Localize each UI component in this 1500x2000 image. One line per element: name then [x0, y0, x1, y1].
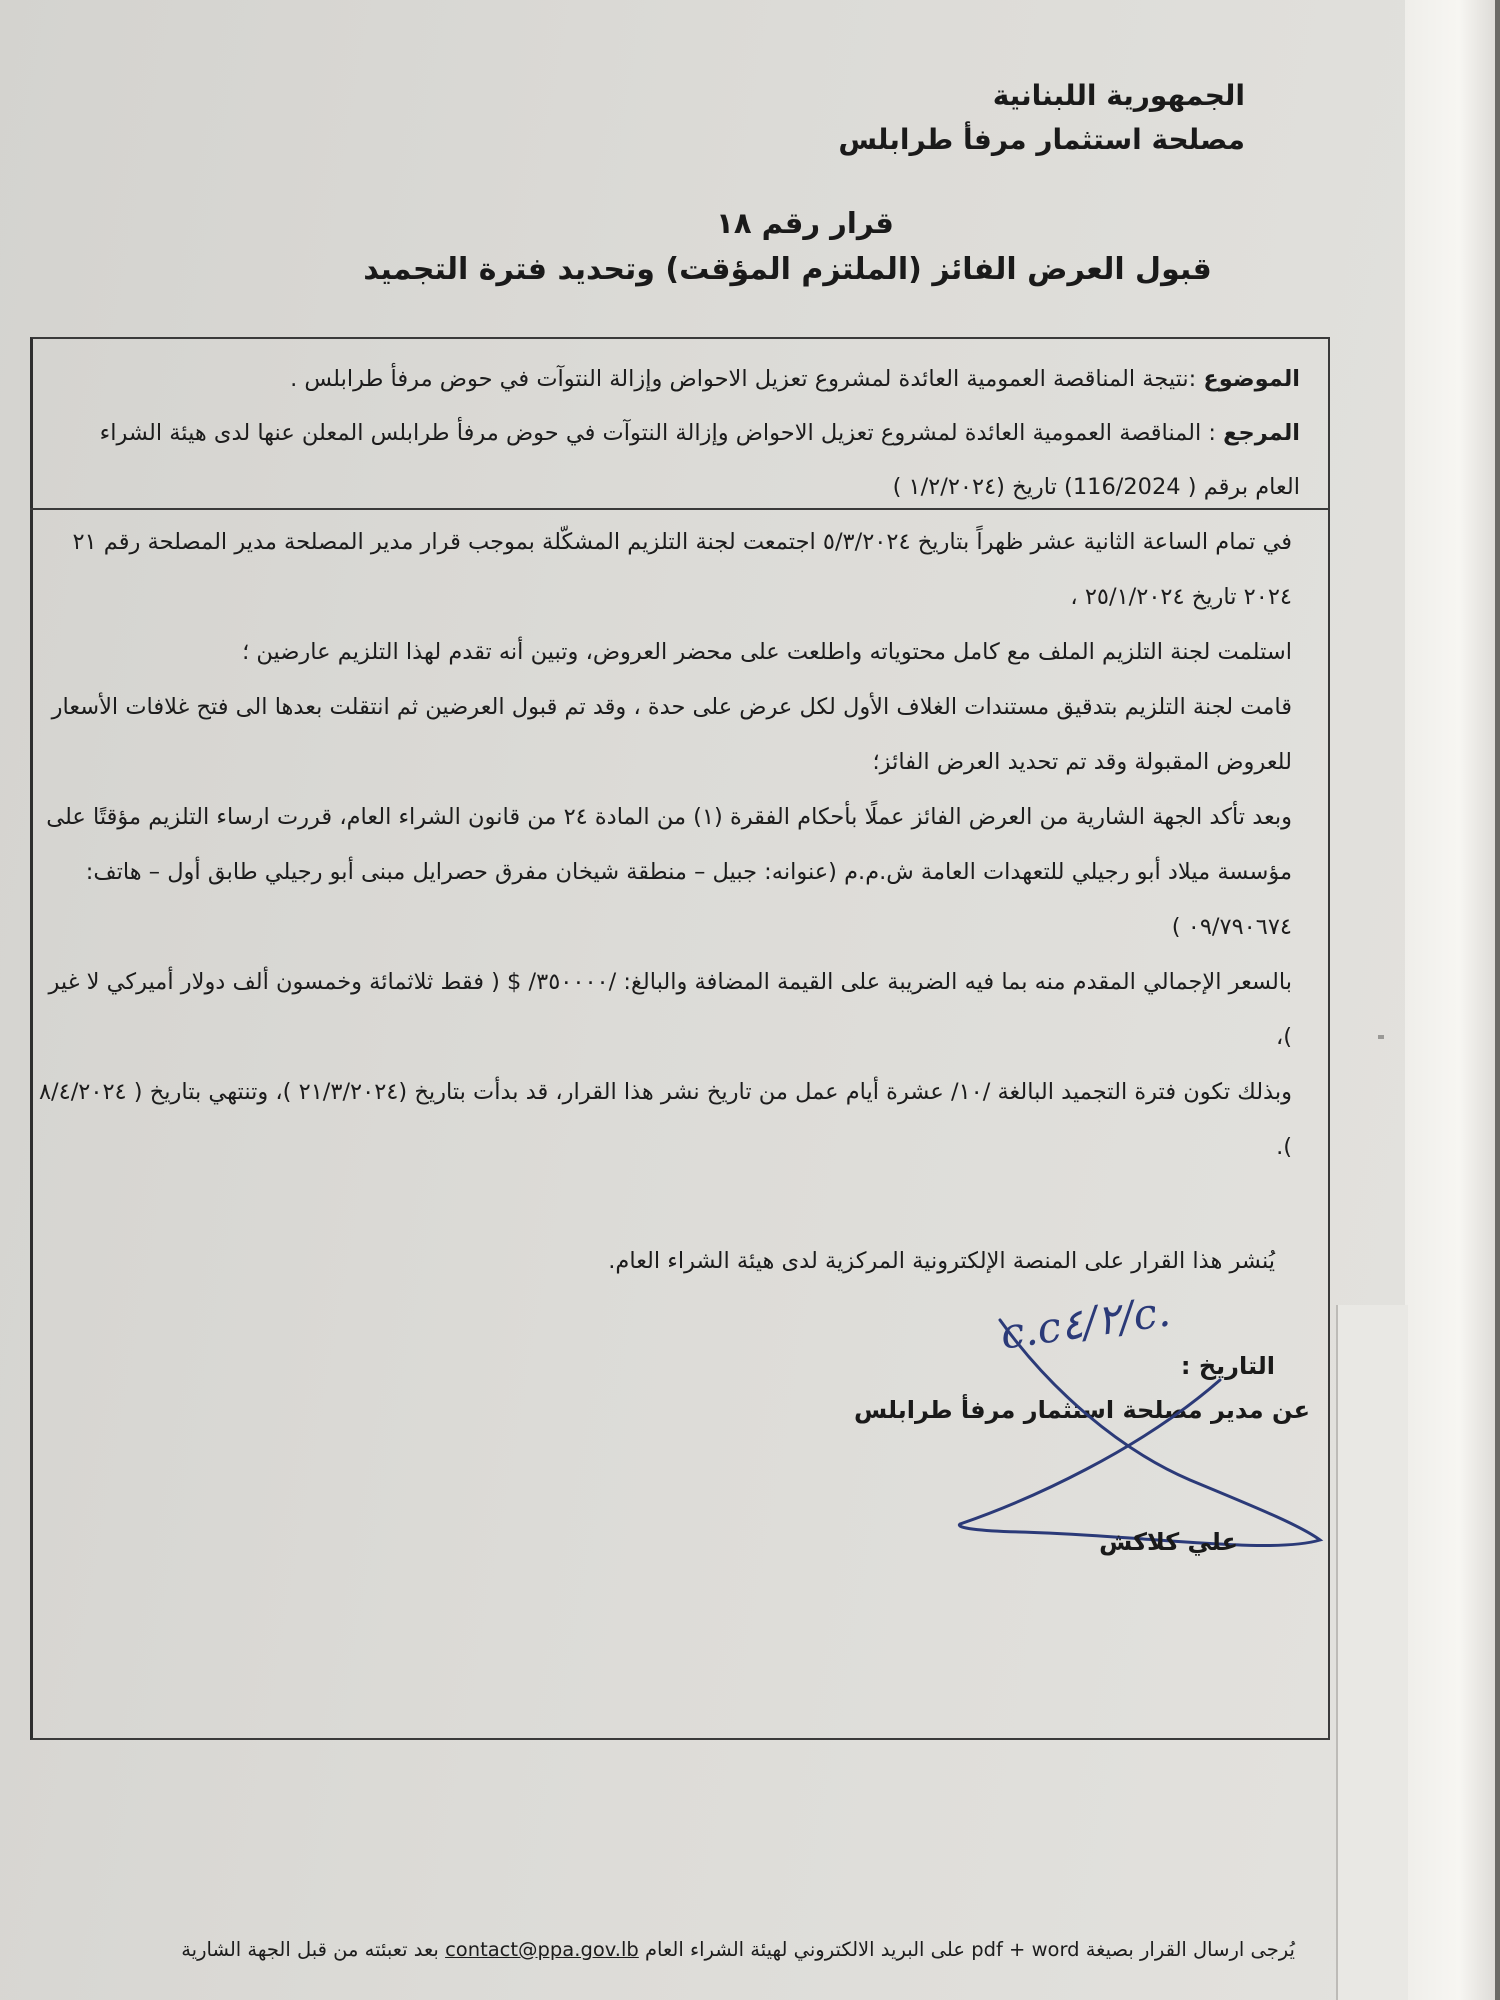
body-paragraph-meeting: في تمام الساعة الثانية عشر ظهراً بتاريخ ٥/٣/٢٠٢٤ اجتمعت لجنة التلزيم المشكّلة بموجب قرار مدير المصلحة مدير المصلحة رقم ٢١ ٢٠٢٤ تاريخ ٢٥/١/٢٠٢٤ ، — [72, 529, 1292, 610]
date-label: التاريخ : — [1180, 1352, 1275, 1380]
handwritten-date: c.c٤/٢/c. — [997, 1286, 1174, 1359]
body-paragraph-receipt: استلمت لجنة التلزيم الملف مع كامل محتوياته واطلعت على محضر العروض، وتبين أنه تقدم لهذا التلزيم عارضين ؛ — [242, 639, 1292, 665]
footer-email: contact@ppa.gov.lb — [445, 1938, 639, 1961]
subject-label: الموضوع — [1203, 366, 1300, 392]
footer-text-end: بعد تعبئته من قبل الجهة الشارية — [181, 1938, 446, 1961]
subject-text: :نتيجة المناقصة العمومية العائدة لمشروع تعزيل الاحواض وإزالة النتوآت في حوض مرفأ طرابلس . — [290, 366, 1204, 392]
footer-text-start: يُرجى ارسال القرار بصيغة pdf + word على البريد الالكتروني لهيئة الشراء العام — [638, 1938, 1295, 1961]
decision-title: قبول العرض الفائز (الملتزم المؤقت) وتحديد فترة التجميد — [363, 252, 1212, 287]
subject-block — [50, 352, 1300, 514]
reference-text: : المناقصة العمومية العائدة لمشروع تعزيل الاحواض وإزالة النتوآت في حوض مرفأ طرابلس المعلن عنها لدى هيئة الشراء العام برقم ( 116/2024) تاريخ (١/٢/٢٠٢٤ ) — [99, 420, 1300, 500]
subject-line — [50, 352, 1300, 406]
paper-edge-lower — [1336, 1305, 1408, 2000]
handwritten-signature — [940, 1300, 1340, 1560]
footer-note — [181, 1938, 1295, 1961]
on-behalf-line: عن مدير مصلحة استثمار مرفأ طرابلس — [854, 1396, 1310, 1424]
paper-edge — [1405, 0, 1495, 2000]
signer-name: علي كلاكش — [1099, 1528, 1238, 1556]
body-paragraph-standstill: وبذلك تكون فترة التجميد البالغة /١٠/ عشرة أيام عمل من تاريخ نشر هذا القرار، قد بدأت بتاريخ (٢١/٣/٢٠٢٤ )، وتنتهي بتاريخ ( ٨/٤/٢٠٢٤ ). — [38, 1079, 1292, 1160]
body-paragraph-price: بالسعر الإجمالي المقدم منه بما فيه الضريبة على القيمة المضافة والبالغ: /٣٥٠٠٠٠/ $ ( فقط ثلاثمائة وخمسون ألف دولار أميركي لا غير )، — [48, 969, 1292, 1050]
publication-note: يُنشر هذا القرار على المنصة الإلكترونية المركزية لدى هيئة الشراء العام. — [608, 1248, 1275, 1274]
decision-number: قرار رقم ١٨ — [716, 206, 894, 240]
country-name: الجمهورية اللبنانية — [992, 79, 1245, 112]
body-paragraph-review: قامت لجنة التلزيم بتدقيق مستندات الغلاف الأول لكل عرض على حدة ، وقد تم قبول العرضين ثم انتقلت بعدها الى فتح غلافات الأسعار للعروض المقبولة وقد تم تحديد العرض الفائز؛ — [51, 694, 1292, 775]
paper-mark — [1378, 1035, 1384, 1039]
letterhead — [838, 74, 1245, 162]
reference-label: المرجع — [1223, 420, 1300, 446]
decision-body — [32, 515, 1292, 1175]
authority-name: مصلحة استثمار مرفأ طرابلس — [838, 123, 1245, 156]
body-paragraph-award: وبعد تأكد الجهة الشارية من العرض الفائز عملًا بأحكام الفقرة (١) من المادة ٢٤ من قانون الشراء العام، قررت ارساء التلزيم مؤقتًا على مؤسسة ميلاد أبو رجيلي للتعهدات العامة ش.م.م (عنوانه: جبيل – منطقة شيخان مفرق حصرايل مبنى أبو رجيلي طابق أول – هاتف: ٠٩/٧٩٠٦٧٤ ) — [46, 804, 1292, 940]
reference-line — [50, 406, 1300, 514]
